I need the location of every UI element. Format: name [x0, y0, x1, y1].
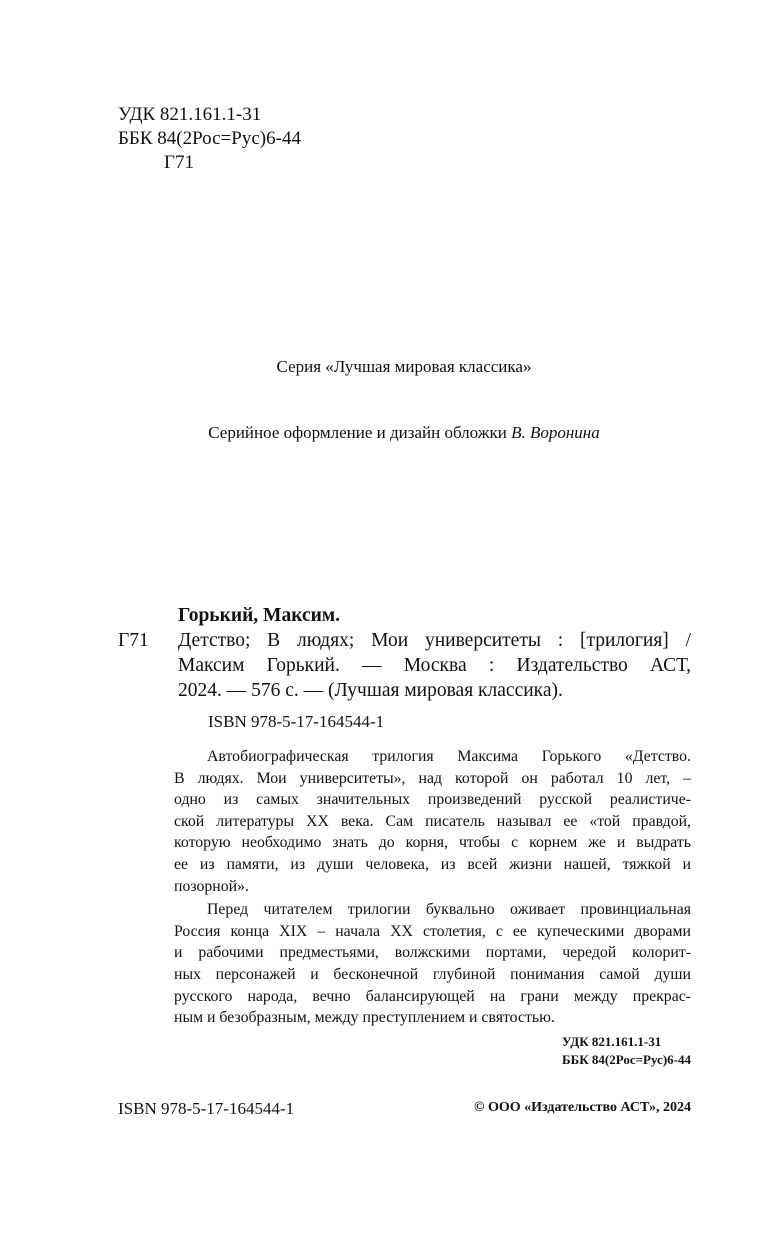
author-mark: Г71 — [164, 152, 194, 173]
annotation-line: ской литературы XX века. Сам писатель называл ее «той правдой, — [174, 812, 691, 830]
designer-name: В. Воронина — [511, 423, 600, 442]
entry-author-mark: Г71 — [118, 630, 149, 651]
annotation-line: Автобиографическая трилогия Максима Горького «Детство. — [207, 748, 691, 765]
udk-code: УДК 821.161.1-31 — [118, 104, 262, 125]
entry-isbn: ISBN 978-5-17-164544-1 — [208, 712, 385, 731]
annotation-line: ным и безобразным, между преступлением и святостью. — [174, 1009, 555, 1027]
bottom-isbn: ISBN 978-5-17-164544-1 — [118, 1099, 295, 1118]
annotation-line: русского народа, вечно балансирующей на грани между прекрас- — [174, 987, 691, 1005]
biblio-line: Максим Горький. — Москва : Издательство АСТ, — [178, 655, 691, 676]
annotation-line: Перед читателем трилогии буквально оживает провинциальная — [207, 901, 691, 919]
series-line: Серия «Лучшая мировая классика» — [276, 357, 532, 376]
design-credit — [0, 423, 768, 443]
annotation-line: позорной». — [174, 877, 249, 895]
copyright: © ООО «Издательство АСТ», 2024 — [473, 1100, 691, 1115]
annotation — [174, 746, 691, 1029]
biblio-line: Детство; В людях; Мои университеты : [трилогия] / — [178, 630, 691, 651]
footer-udk: УДК 821.161.1-31 — [562, 1034, 662, 1049]
annotation-line: В людях. Мои университеты», над которой он работал 10 лет, – — [174, 769, 691, 787]
design-credit-text: Серийное оформление и дизайн обложки — [208, 423, 512, 442]
annotation-line: и рабочими предместьями, волжскими портами, чередой колорит- — [174, 944, 691, 962]
author-heading: Горький, Максим. — [178, 605, 341, 626]
annotation-line: ных персонажей и бесконечной глубиной понимания самой души — [174, 965, 691, 983]
annotation-line: Россия конца XIX – начала XX столетия, с ее купеческими дворами — [174, 922, 691, 940]
footer-codes — [562, 1033, 691, 1069]
footer-bbk: ББК 84(2Рос=Рус)6-44 — [562, 1052, 691, 1067]
biblio-line: 2024. — 576 с. — (Лучшая мировая классика). — [178, 680, 563, 701]
annotation-line: ее из памяти, из души человека, из всей жизни нашей, тяжкой и — [174, 855, 691, 873]
bibliographic-description — [178, 628, 691, 703]
annotation-line: которую необходимо знать до корня, чтобы с корнем же и выдрать — [174, 834, 691, 852]
bbk-code: ББК 84(2Рос=Рус)6-44 — [118, 128, 301, 149]
annotation-line: одно из самых значительных произведений русской реалистиче- — [174, 791, 691, 809]
